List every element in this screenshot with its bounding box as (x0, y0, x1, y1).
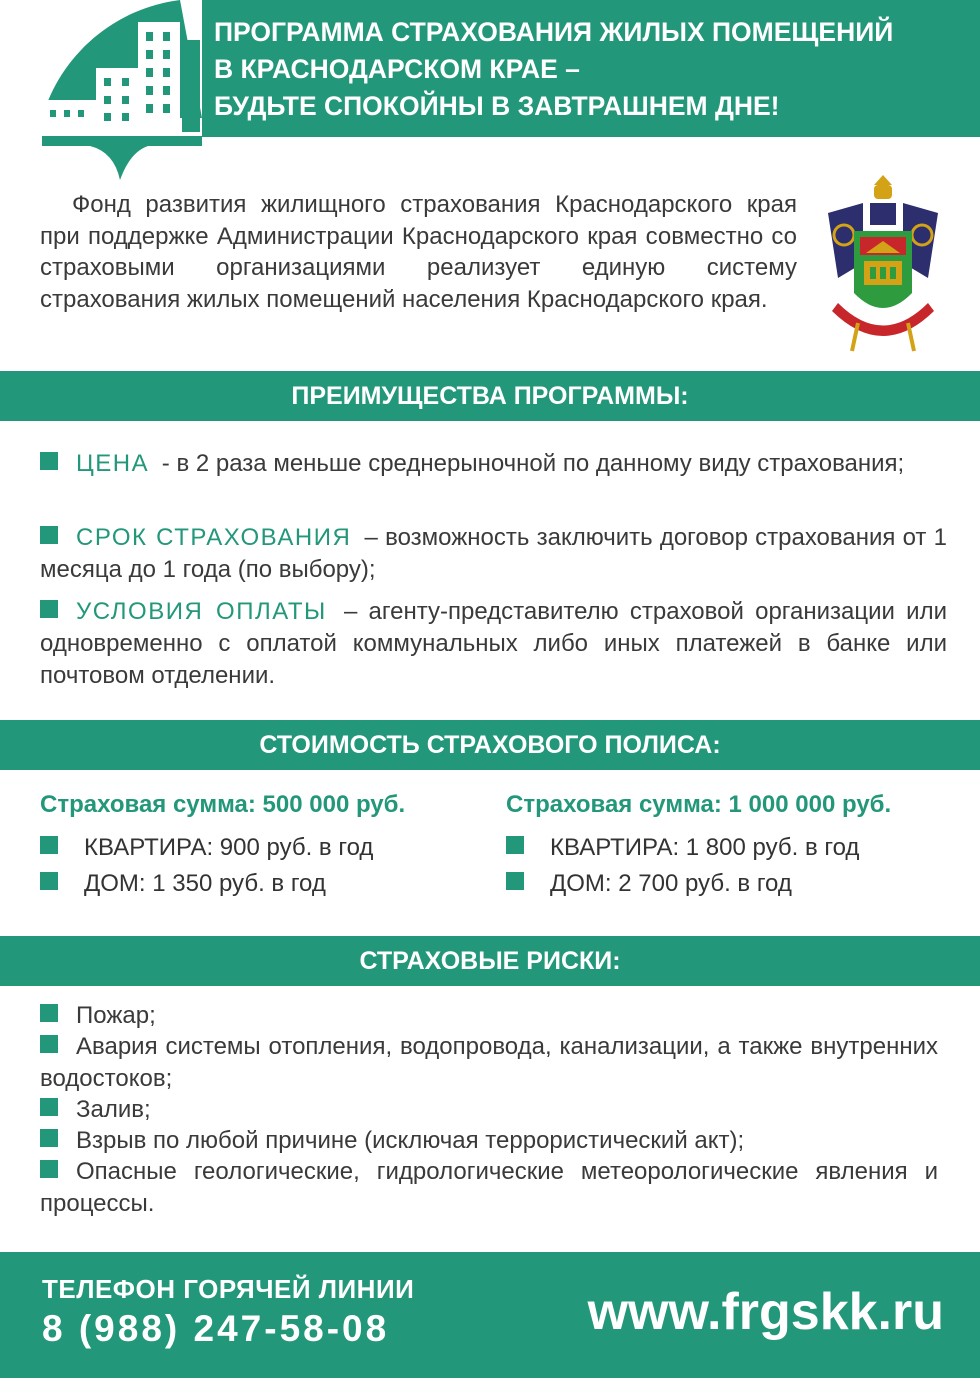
price-row-text: КВАРТИРА: 1 800 руб. в год (550, 834, 860, 861)
price-row-apartment (506, 831, 891, 865)
risk-text: Залив; (76, 1095, 151, 1123)
section-heading-advantages: ПРЕИМУЩЕСТВА ПРОГРАММЫ: (0, 371, 980, 421)
risk-text: Взрыв по любой причине (исключая террористический акт); (76, 1127, 745, 1155)
advantage-item-payment (40, 596, 947, 692)
square-bullet-icon (40, 452, 58, 470)
header-band (202, 0, 980, 137)
price-column-500k (40, 787, 405, 901)
advantage-text: – возможность заключить договор страхования от 1 месяца до 1 года (по выбору); (40, 524, 947, 583)
price-row-apartment (40, 831, 405, 865)
page-title-line-2: В КРАСНОДАРСКОМ КРАЕ – (214, 54, 580, 84)
risk-item (40, 1000, 938, 1031)
square-bullet-icon (40, 1160, 58, 1178)
section-heading-pricing: СТОИМОСТЬ СТРАХОВОГО ПОЛИСА: (0, 720, 980, 770)
square-bullet-icon (40, 1035, 58, 1053)
advantage-keyword: УСЛОВИЯ ОПЛАТЫ (76, 598, 327, 625)
square-bullet-icon (40, 836, 58, 854)
risk-item (40, 1125, 938, 1156)
intro-paragraph (40, 189, 797, 315)
square-bullet-icon (40, 1004, 58, 1022)
square-bullet-icon (506, 872, 524, 890)
square-bullet-icon (40, 1129, 58, 1147)
square-bullet-icon (40, 1098, 58, 1116)
intro-text: Фонд развития жилищного страхования Краснодарского края при поддержке Администрации Краснодарского края совместно со страховыми организациями реализует единую систему страхования жилых помещений населения Краснодарского края. (40, 191, 797, 313)
footer-band (0, 1252, 980, 1378)
price-row-house (40, 867, 405, 901)
price-row-text: КВАРТИРА: 900 руб. в год (84, 834, 374, 861)
section-heading-risks: СТРАХОВЫЕ РИСКИ: (0, 936, 980, 986)
price-row-text: ДОМ: 1 350 руб. в год (84, 870, 326, 897)
building-logo-icon (30, 0, 220, 180)
risk-item (40, 1094, 938, 1125)
risk-text: Пожар; (76, 1002, 156, 1029)
risk-text: Опасные геологические, гидрологические метеорологические явления и процессы. (40, 1158, 938, 1217)
page-title-line-1: ПРОГРАММА СТРАХОВАНИЯ ЖИЛЫХ ПОМЕЩЕНИЙ (214, 17, 894, 47)
risks-list (40, 1000, 938, 1219)
advantage-text: - в 2 раза меньше среднерыночной по данному виду страхования; (161, 450, 905, 477)
website-link[interactable]: www.frgskk.ru (587, 1283, 944, 1341)
square-bullet-icon (40, 600, 58, 618)
square-bullet-icon (40, 872, 58, 890)
advantage-item-price (40, 448, 947, 480)
square-bullet-icon (40, 526, 58, 544)
risk-item (40, 1031, 938, 1094)
advantage-text: – агенту-представителю страховой организации или одновременно с оплатой коммунальных либо иных платежей в банке или почтовом отделении. (40, 598, 947, 689)
square-bullet-icon (506, 836, 524, 854)
advantage-keyword: ЦЕНА (76, 450, 150, 477)
coat-of-arms-icon (808, 173, 958, 355)
risk-item (40, 1156, 938, 1219)
page-title-line-3: БУДЬТЕ СПОКОЙНЫ В ЗАВТРАШНЕМ ДНЕ! (214, 91, 780, 121)
advantage-item-term (40, 522, 947, 586)
price-column-1m (506, 787, 891, 901)
price-row-text: ДОМ: 2 700 руб. в год (550, 870, 792, 897)
advantage-keyword: СРОК СТРАХОВАНИЯ (76, 524, 352, 551)
price-column-title: Страховая сумма: 1 000 000 руб. (506, 791, 892, 818)
risk-text: Авария системы отопления, водопровода, канализации, а также внутренних водостоков; (40, 1033, 938, 1092)
hotline-label: ТЕЛЕФОН ГОРЯЧЕЙ ЛИНИИ (42, 1274, 415, 1304)
price-column-title: Страховая сумма: 500 000 руб. (40, 791, 406, 818)
hotline-phone[interactable]: 8 (988) 247-58-08 (42, 1308, 390, 1349)
price-row-house (506, 867, 891, 901)
